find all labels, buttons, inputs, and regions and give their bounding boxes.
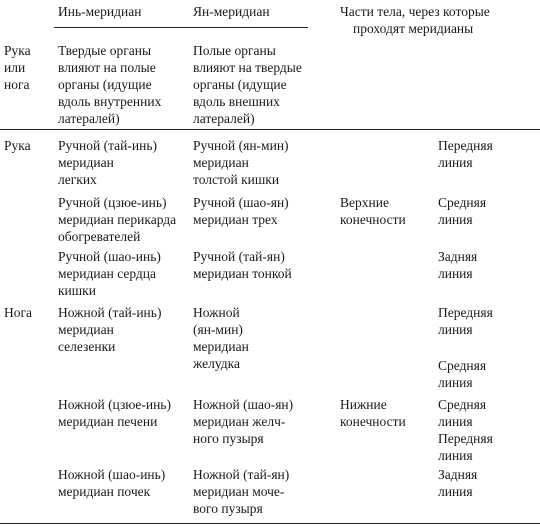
cell-line: Ножной (тай-ян) xyxy=(193,467,290,482)
header-yang: Ян-меридиан xyxy=(193,4,270,19)
cell-line: Нижние xyxy=(340,397,387,412)
cell-line: ного пузыря xyxy=(193,431,264,446)
cell-line: линия xyxy=(438,484,473,499)
cell-line: Ножной (шао-инь) xyxy=(58,467,166,482)
header-parts-line1: Части тела, через которые xyxy=(340,4,490,19)
limb-arm: Рука xyxy=(4,138,31,153)
intro-yang-line: органы (идущие xyxy=(193,77,287,92)
cell-line: меридиан желч- xyxy=(193,414,286,429)
cell-line: толстой кишки xyxy=(193,172,280,187)
cell-line: Ножной xyxy=(193,305,240,320)
cell-line: меридиан xyxy=(58,322,114,337)
cell-line: линия xyxy=(438,212,473,227)
cell-line: желудка xyxy=(193,356,240,371)
intro-yin-line: влияют на полые xyxy=(58,60,156,75)
header-parts-line2: проходят меридианы xyxy=(353,21,474,36)
cell-line: Ручной (шао-инь) xyxy=(58,249,161,264)
cell-line: Ножной (тай-инь) xyxy=(58,305,162,320)
cell-line: Задняя xyxy=(438,467,478,482)
section-rule xyxy=(0,129,540,130)
cell-line: Ножной (цзюе-инь) xyxy=(58,397,171,412)
cell-line: Ручной (цзюе-инь) xyxy=(58,195,167,210)
intro-limb-line: нога xyxy=(4,77,30,92)
cell-line: селезенки xyxy=(58,339,116,354)
cell-line: (ян-мин) xyxy=(193,322,243,337)
cell-line: линия xyxy=(438,322,473,337)
cell-line: Ручной (шао-ян) xyxy=(193,195,289,210)
cell-line: меридиан трех xyxy=(193,212,278,227)
cell-line: меридиан сердца xyxy=(58,266,157,281)
cell-line: обогревателей xyxy=(58,229,141,244)
cell-line: линия xyxy=(438,414,473,429)
cell-line: линия xyxy=(438,375,473,390)
cell-line: кишки xyxy=(58,283,96,298)
cell-line: линия xyxy=(438,266,473,281)
cell-line: меридиан xyxy=(58,155,114,170)
cell-line: Передняя xyxy=(438,431,493,446)
intro-yin-line: Твердые органы xyxy=(58,43,152,58)
cell-line: меридиан почек xyxy=(58,484,151,499)
intro-yin-line: вдоль внутренних xyxy=(58,94,162,109)
cell-line: Ножной (шао-ян) xyxy=(193,397,294,412)
cell-line: меридиан xyxy=(193,155,249,170)
intro-yang-line: влияют на твердые xyxy=(193,60,302,75)
cell-line: вого пузыря xyxy=(193,501,263,516)
cell-line: Верхние xyxy=(340,195,389,210)
bottom-rule xyxy=(0,523,540,524)
cell-line: Средняя xyxy=(438,195,487,210)
cell-line: Передняя xyxy=(438,305,493,320)
cell-line: линия xyxy=(438,448,473,463)
header-yin: Инь-меридиан xyxy=(58,4,142,19)
cell-line: легких xyxy=(58,172,97,187)
intro-yang-line: вдоль внешних xyxy=(193,94,280,109)
intro-yang-line: Полые органы xyxy=(193,43,276,58)
intro-limb-line: Рука xyxy=(4,43,31,58)
cell-line: Ручной (тай-инь) xyxy=(58,138,157,153)
cell-line: Средняя xyxy=(438,397,487,412)
cell-line: меридиан печени xyxy=(58,414,158,429)
cell-line: меридиан xyxy=(193,339,249,354)
cell-line: Средняя xyxy=(438,358,487,373)
cell-line: конечности xyxy=(340,212,406,227)
cell-line: Ручной (ян-мин) xyxy=(193,138,289,153)
cell-line: Передняя xyxy=(438,138,493,153)
intro-yin-line: органы (идущие xyxy=(58,77,152,92)
cell-line: линия xyxy=(438,155,473,170)
header-rule xyxy=(54,27,308,28)
cell-line: Задняя xyxy=(438,249,478,264)
cell-line: Ручной (тай-ян) xyxy=(193,249,285,264)
cell-line: конечности xyxy=(340,414,406,429)
intro-yin-line: латералей) xyxy=(58,111,120,126)
limb-leg: Нога xyxy=(4,305,33,320)
intro-yang-line: латералей) xyxy=(193,111,255,126)
cell-line: меридиан моче- xyxy=(193,484,285,499)
cell-line: меридиан перикарда xyxy=(58,212,177,227)
intro-limb-line: или xyxy=(4,60,26,75)
cell-line: меридиан тонкой xyxy=(193,266,292,281)
